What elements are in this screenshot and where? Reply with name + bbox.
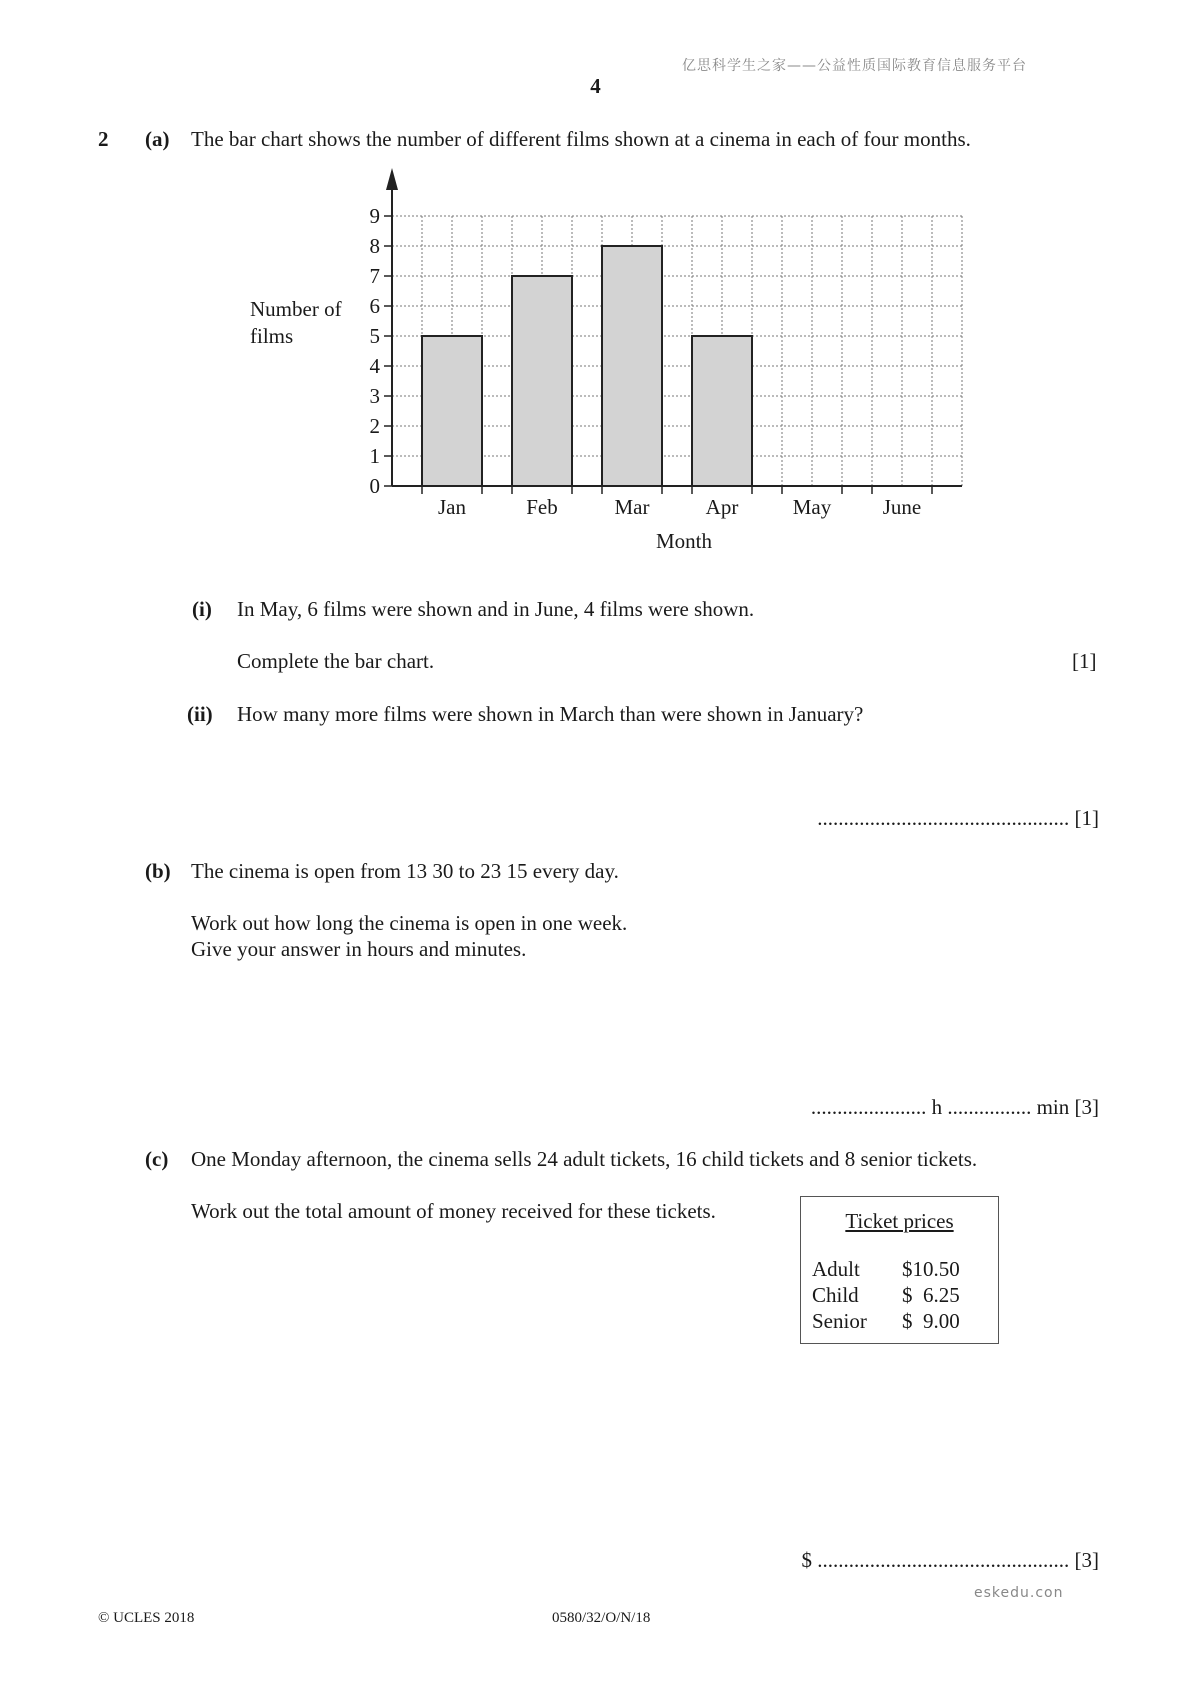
ticket-prices-box bbox=[800, 1196, 999, 1344]
bar-mar bbox=[602, 246, 662, 486]
page-number: 4 bbox=[590, 74, 601, 98]
y-axis-label-line1: Number of bbox=[250, 297, 342, 321]
y-tick-label: 3 bbox=[369, 384, 380, 408]
x-tick-label: May bbox=[792, 495, 832, 519]
y-axis-label-line2: films bbox=[250, 324, 294, 348]
watermark-bottom: eskedu.con bbox=[974, 1585, 1064, 1601]
sub-ii-label: (ii) bbox=[187, 702, 213, 726]
part-b-text: The cinema is open from 13 30 to 23 15 every day. bbox=[191, 859, 619, 883]
chart-bars bbox=[422, 246, 752, 486]
y-tick-label: 6 bbox=[369, 294, 380, 318]
ticket-price: $ 9.00 bbox=[902, 1309, 960, 1333]
bar-jan bbox=[422, 336, 482, 486]
part-c-instruction: Work out the total amount of money received for these tickets. bbox=[191, 1199, 716, 1223]
part-b-line2: Give your answer in hours and minutes. bbox=[191, 937, 527, 961]
part-b-answer-line[interactable]: ...................... h ................ min [3] bbox=[810, 1095, 1099, 1119]
ticket-label: Child bbox=[812, 1283, 859, 1307]
x-tick-label: Feb bbox=[526, 495, 558, 519]
x-axis-label: Month bbox=[655, 529, 713, 553]
x-tick-label: June bbox=[882, 495, 922, 519]
ticket-row-child bbox=[812, 1283, 960, 1308]
ticket-row-senior bbox=[812, 1309, 960, 1334]
x-tick-label: Mar bbox=[614, 495, 650, 519]
y-tick-label: 4 bbox=[369, 354, 380, 378]
sub-i-text: In May, 6 films were shown and in June, 4 films were shown. bbox=[237, 597, 755, 621]
sub-ii-answer-line[interactable]: ................................................ [1] bbox=[817, 806, 1099, 830]
y-tick-label: 8 bbox=[369, 234, 380, 258]
part-c-label: (c) bbox=[145, 1147, 169, 1171]
y-tick-label: 9 bbox=[369, 204, 380, 228]
bar-apr bbox=[692, 336, 752, 486]
part-b-label: (b) bbox=[145, 859, 171, 883]
y-tick-label: 7 bbox=[369, 264, 380, 288]
footer-copyright: © UCLES 2018 bbox=[98, 1610, 195, 1626]
y-tick-label: 5 bbox=[369, 324, 380, 348]
sub-i-label: (i) bbox=[192, 597, 212, 621]
part-c-answer-line[interactable]: $ ................................................ [3] bbox=[801, 1548, 1099, 1572]
part-c-text: One Monday afternoon, the cinema sells 24 adult tickets, 16 child tickets and 8 senior tickets. bbox=[191, 1147, 978, 1171]
x-tick-label: Apr bbox=[705, 495, 739, 519]
footer-paper-code: 0580/32/O/N/18 bbox=[552, 1610, 651, 1626]
y-tick-label: 1 bbox=[369, 444, 380, 468]
ticket-price: $ 6.25 bbox=[902, 1283, 960, 1307]
ticket-price: $10.50 bbox=[902, 1257, 960, 1281]
ticket-label: Senior bbox=[812, 1309, 867, 1333]
bar-feb bbox=[512, 276, 572, 486]
question-number: 2 bbox=[98, 127, 109, 151]
y-tick-label: 2 bbox=[369, 414, 380, 438]
y-tick-label: 0 bbox=[369, 474, 380, 498]
x-tick-label: Jan bbox=[438, 495, 466, 519]
ticket-prices-title: Ticket prices bbox=[845, 1209, 954, 1233]
y-axis-arrow bbox=[386, 168, 398, 190]
part-b-line1: Work out how long the cinema is open in one week. bbox=[191, 911, 628, 935]
bar-chart bbox=[230, 168, 970, 568]
sub-i-marks: [1] bbox=[1072, 649, 1097, 673]
ticket-label: Adult bbox=[812, 1257, 860, 1281]
sub-ii-text: How many more films were shown in March than were shown in January? bbox=[237, 702, 864, 726]
part-a-label: (a) bbox=[145, 127, 170, 151]
ticket-row-adult bbox=[812, 1257, 960, 1282]
sub-i-instruction: Complete the bar chart. bbox=[237, 649, 435, 673]
part-a-text: The bar chart shows the number of different films shown at a cinema in each of four months. bbox=[191, 127, 971, 151]
watermark-top: 亿思科学生之家——公益性质国际教育信息服务平台 bbox=[682, 58, 1027, 74]
